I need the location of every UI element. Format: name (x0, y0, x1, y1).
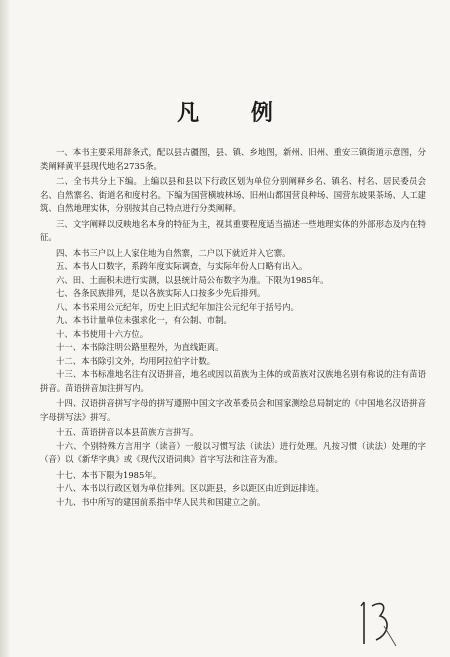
clause-19: 十九、书中所写的建国前系指中华人民共和国建立之前。 (56, 496, 266, 507)
clause-9: 九、本书计量单位未强求化一，有公制、市制。 (56, 315, 232, 325)
clause-12: 十二、本书除引文外，均用阿拉伯字计数。 (56, 355, 216, 366)
clause-13: 十三、本书标准地名注有汉语拼音，地名或因以苗族为主体的或苗族对汉族地名别有称说的注有苗语拼音。苗语拼音加注拼写内。 (40, 369, 426, 393)
clause-8: 八、本书采用公元纪年，历史上旧式纪年加注公元纪年于括号内。 (56, 301, 299, 312)
clause-3: 三、文字阐释以反映地名本身的特征为主，视其重要程度适当描述一些地理实体的外部形态及内在特征。 (40, 218, 426, 242)
document-body (40, 146, 426, 509)
clause-5: 五、本书人口数字，系跨年度实际调查，与实际年份人口略有出入。 (56, 261, 308, 271)
clause-1: 一、本书主要采用辞条式，配以县古疆图，县、镇、乡地图，新州、旧州、重安三镇街道示意图，分类阐释黄平县现代地名2735条。 (40, 147, 426, 171)
page-title: 凡 例 (177, 100, 295, 126)
clause-18: 十八、本书以行政区划为单位排列。区以距县，乡以距区由近到远排连。 (56, 483, 324, 493)
handwritten-page-number (354, 596, 404, 648)
clause-4: 四、本书三户以上人家住地为自然寨，二户以下就近并入它寨。 (56, 247, 291, 258)
clause-6: 六、田、土面积未进行实测，以县统计局公布数字为准。下限为1985年。 (56, 274, 329, 285)
handwritten-mark-icon (354, 596, 404, 648)
clause-11: 十一、本书除注明公路里程外，为直线距离。 (56, 342, 224, 352)
clause-10: 十、本书使用十六方位。 (56, 328, 149, 339)
clause-7: 七、各条民族排列，是以各族实际人口按多少先后排列。 (56, 288, 266, 298)
clause-2: 二、全书共分上下编。上编以县和县以下行政区划为单位分别阐释乡名、镇名、村名、居民委员会名、自然寨名、街道名和度村名。下编为国营横坡林场、旧州山都国营良种场、国营东坡果茶场、人工建筑、自然地理实体，分别按其自己特点进行分类阐释。 (40, 176, 426, 213)
clause-16: 十六、个别特殊方言用字（读音）一般以习惯写法（读法）进行处理。凡按习惯（读法）处理的字（音）以《新华字典》或《现代汉语词典》首字写法和注音为准。 (40, 440, 426, 464)
clause-17: 十七、本书下限为1985年。 (56, 469, 162, 480)
clause-15: 十五、苗语拼音以本县苗族方言拼写。 (56, 427, 199, 437)
clause-14: 十四、汉语拼音拼写字母的拼写遵照中国文字改革委员会和国家测绘总局制定的《中国地名汉语拼音字母拼写法》拼写。 (40, 398, 426, 422)
